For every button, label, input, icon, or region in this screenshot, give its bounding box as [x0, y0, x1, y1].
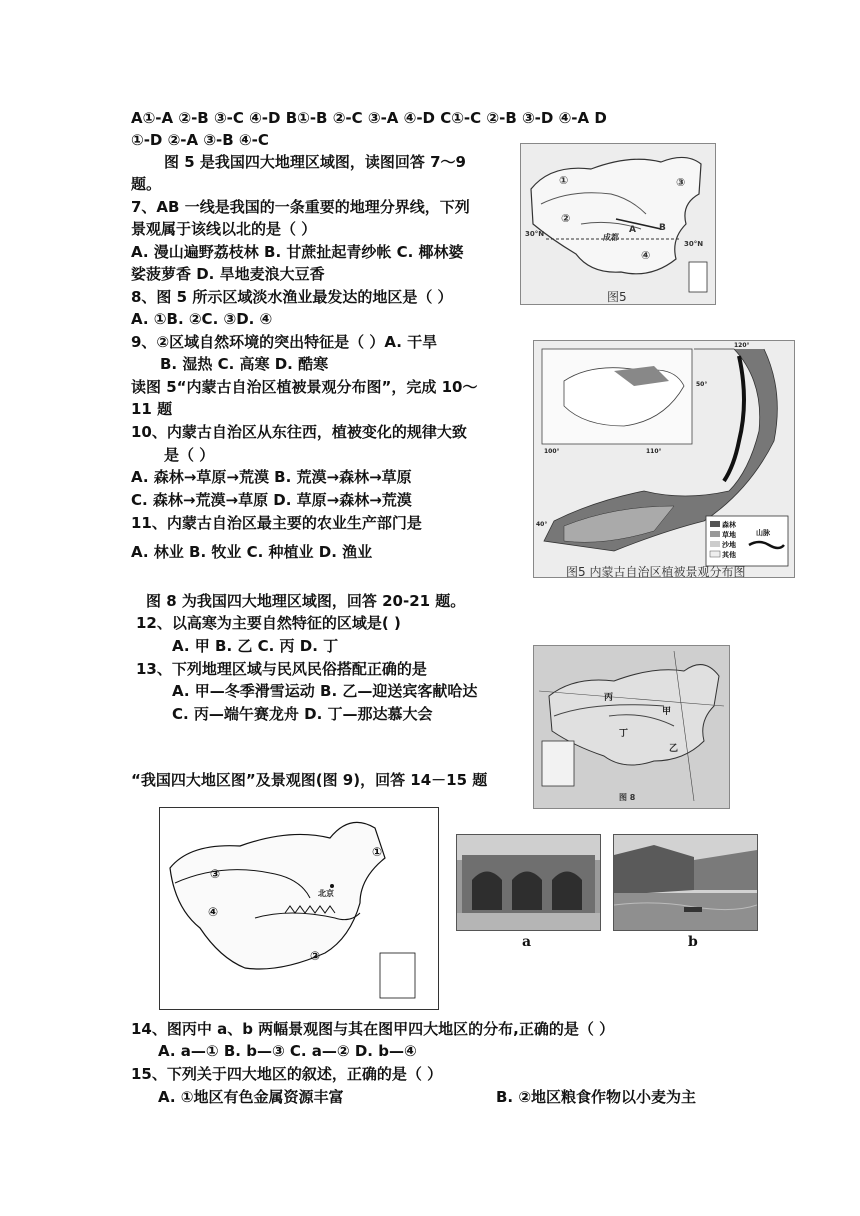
fig9-label-2: ②: [310, 949, 321, 963]
fig9-label-4: ④: [208, 905, 219, 919]
figure-9-svg: [160, 808, 438, 1009]
question-8-options: A. ①B. ②C. ③D. ④: [131, 310, 273, 328]
figure-5-caption: 图5: [607, 290, 627, 304]
question-12-options: A. 甲 B. 乙 C. 丙 D. 丁: [172, 637, 339, 655]
question-13: 13、下列地理区域与民风民俗搭配正确的是: [136, 660, 427, 678]
intro-fig9: “我国四大地区图”及景观图(图 9)，回答 14－15 题: [131, 771, 488, 789]
fig5-lat-right: 30°N: [684, 240, 704, 248]
fig8-label-bing: 丙: [604, 693, 614, 703]
intro-fig5-cont: 题。: [131, 175, 162, 193]
fig5-place-chengdu: 成都: [603, 233, 619, 242]
fig5-label-1: ①: [559, 174, 569, 187]
figure-8-svg: [534, 646, 729, 808]
question-7-options-cont: 娑菠萝香 D. 旱地麦浪大豆香: [131, 265, 325, 283]
question-8: 8、图 5 所示区域淡水渔业最发达的地区是（ ）: [131, 288, 453, 306]
question-10: 10、内蒙古自治区从东往西，植被变化的规律大致: [131, 423, 467, 441]
question-12: 12、以高寒为主要自然特征的区域是( ): [136, 614, 401, 632]
fig9-place-beijing: 北京: [318, 889, 334, 898]
question-11: 11、内蒙古自治区最主要的农业生产部门是: [131, 514, 422, 532]
photo-a: [456, 834, 601, 931]
figure-5-map: [520, 143, 716, 305]
fig9-label-1: ①: [372, 845, 383, 859]
answer-options-line-1: A①-A ②-B ③-C ④-D B①-B ②-C ③-A ④-D C①-C ②-B ③-D ④-A D: [131, 109, 607, 127]
question-15-option-a: A. ①地区有色金属资源丰富: [158, 1088, 344, 1106]
photo-a-svg: [457, 835, 600, 930]
legend-other: 其他: [722, 551, 736, 559]
figure-inner-mongolia-svg: [534, 341, 794, 577]
figure-9-map: [159, 807, 439, 1010]
question-11-options: A. 林业 B. 牧业 C. 种植业 D. 渔业: [131, 543, 373, 561]
question-9: 9、②区域自然环境的突出特征是（ ）A. 干旱: [131, 333, 438, 351]
legend-mountain: 山脉: [756, 529, 770, 537]
question-10-stem: 是（ ）: [164, 446, 215, 464]
fig5-label-4: ④: [641, 249, 651, 262]
photo-b-svg: [614, 835, 757, 930]
legend-grassland: 草地: [722, 531, 736, 539]
question-10-options-2: C. 森林→荒漠→草原 D. 草原→森林→荒漠: [131, 491, 412, 509]
question-7-options: A. 漫山遍野荔枝林 B. 甘蔗扯起青纱帐 C. 椰林婆: [131, 243, 464, 261]
legend-forest: 森林: [722, 521, 736, 529]
fig5-point-b: B: [659, 223, 666, 233]
photo-a-label: a: [522, 934, 532, 950]
question-10-options-1: A. 森林→草原→荒漠 B. 荒漠→森林→草原: [131, 468, 412, 486]
photo-b-label: b: [688, 934, 698, 950]
fig8-label-jia: 甲: [662, 707, 672, 717]
answer-options-line-2: ①-D ②-A ③-B ④-C: [131, 131, 269, 149]
deg-40: 40°: [536, 521, 548, 528]
legend-sandland: 沙地: [722, 541, 736, 549]
intro-fig5: 图 5 是我国四大地理区域图，读图回答 7～9: [164, 153, 466, 171]
figure-inner-mongolia-map: [533, 340, 795, 578]
intro-fig8: 图 8 为我国四大地理区域图，回答 20-21 题。: [146, 592, 466, 610]
figure-8-map: [533, 645, 730, 809]
question-14-options: A. a—① B. b—③ C. a—② D. b—④: [158, 1042, 417, 1060]
question-7: 7、AB 一线是我国的一条重要的地理分界线，下列: [131, 198, 470, 216]
question-14: 14、图丙中 a、b 两幅景观图与其在图甲四大地区的分布,正确的是（ ）: [131, 1020, 615, 1038]
fig5-point-a: A: [629, 225, 636, 235]
question-9-options: B. 湿热 C. 高寒 D. 酷寒: [160, 355, 329, 373]
fig9-label-3: ③: [210, 867, 221, 881]
fig8-label-ding: 丁: [619, 729, 629, 739]
deg-50: 50°: [696, 381, 708, 388]
figure-5-svg: [521, 144, 715, 304]
fig8-label-yi: 乙: [669, 744, 679, 754]
fig5-label-2: ②: [561, 212, 571, 225]
fig5-lat-left: 30°N: [525, 230, 545, 238]
read-fig-nm-cont: 11 题: [131, 400, 173, 418]
question-13-options-1: A. 甲—冬季滑雪运动 B. 乙—迎送宾客献哈达: [172, 682, 478, 700]
figure-8-caption: 图 8: [619, 793, 636, 802]
question-15-option-b: B. ②地区粮食作物以小麦为主: [496, 1088, 697, 1106]
deg-120: 120°: [734, 342, 750, 349]
photo-b: [613, 834, 758, 931]
question-7-stem: 景观属于该线以北的是（ ）: [131, 220, 317, 238]
deg-100: 100°: [544, 448, 560, 455]
fig5-label-3: ③: [676, 176, 686, 189]
question-13-options-2: C. 丙—端午赛龙舟 D. 丁—那达慕大会: [172, 705, 433, 723]
figure-inner-mongolia-caption: 图5 内蒙古自治区植被景观分布图: [566, 565, 746, 579]
deg-110: 110°: [646, 448, 662, 455]
question-15: 15、下列关于四大地区的叙述，正确的是（ ）: [131, 1065, 443, 1083]
read-fig-nm: 读图 5“内蒙古自治区植被景观分布图”，完成 10～: [131, 378, 478, 396]
